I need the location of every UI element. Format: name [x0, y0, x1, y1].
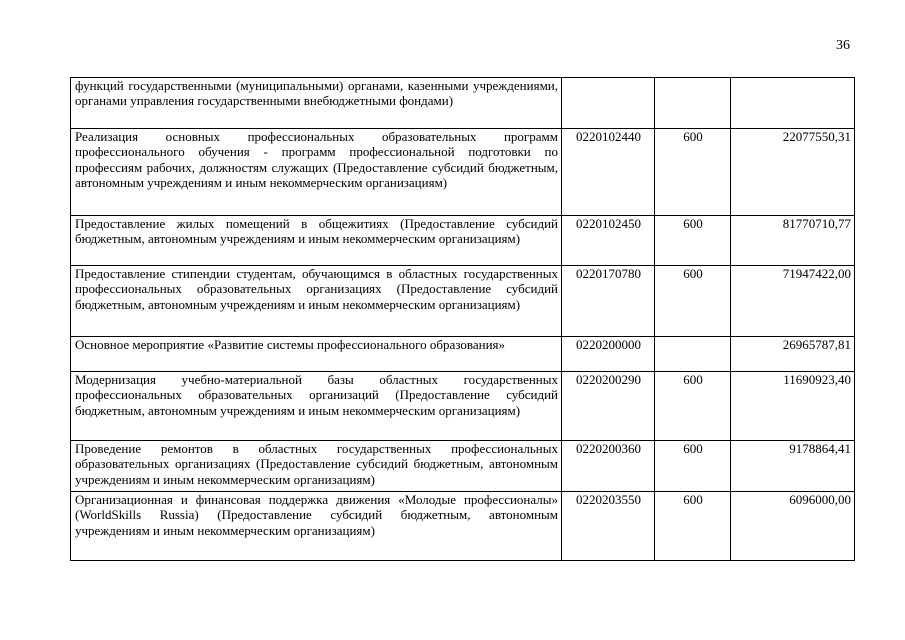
row-amount: 6096000,00 [731, 492, 855, 561]
row-description: Предоставление жилых помещений в общежитиях (Предоставление субсидий бюджетным, автономным учреждениям и иным некоммерческим организациям) [71, 216, 562, 266]
table-row [71, 441, 855, 492]
budget-table [70, 77, 855, 561]
row-expense-type: 600 [655, 372, 731, 441]
row-expense-type: 600 [655, 266, 731, 337]
row-amount: 81770710,77 [731, 216, 855, 266]
row-description: Организационная и финансовая поддержка движения «Молодые профессионалы» (WorldSkills Russia) (Предоставление субсидий бюджетным, автономным учреждениям и иным некоммерческим организациям) [71, 492, 562, 561]
row-description: Проведение ремонтов в областных государственных профессиональных образовательных организациях (Предоставление субсидий бюджетным, автономным учреждениям и иным некоммерческим организациям) [71, 441, 562, 492]
table-row [71, 129, 855, 216]
table-row [71, 337, 855, 372]
row-amount: 9178864,41 [731, 441, 855, 492]
row-expense-type: 600 [655, 216, 731, 266]
table-row [71, 492, 855, 561]
row-target-code: 0220200000 [562, 337, 655, 372]
row-target-code: 0220200290 [562, 372, 655, 441]
table-row [71, 266, 855, 337]
row-amount: 71947422,00 [731, 266, 855, 337]
row-amount [731, 78, 855, 129]
row-target-code: 0220203550 [562, 492, 655, 561]
row-amount: 26965787,81 [731, 337, 855, 372]
row-description: Основное мероприятие «Развитие системы профессионального образования» [71, 337, 562, 372]
row-amount: 11690923,40 [731, 372, 855, 441]
row-expense-type: 600 [655, 129, 731, 216]
row-description: Предоставление стипендии студентам, обучающимся в областных государственных профессиональных образовательных организациях (Предоставление субсидий бюджетным, автономным учреждениям и иным некоммерческим организациям) [71, 266, 562, 337]
row-expense-type: 600 [655, 441, 731, 492]
row-target-code: 0220102440 [562, 129, 655, 216]
table-row [71, 216, 855, 266]
table-row [71, 78, 855, 129]
row-description: функций государственными (муниципальными) органами, казенными учреждениями, органами управления государственными внебюджетными фондами) [71, 78, 562, 129]
row-expense-type [655, 78, 731, 129]
row-expense-type [655, 337, 731, 372]
row-amount: 22077550,31 [731, 129, 855, 216]
row-target-code: 0220170780 [562, 266, 655, 337]
row-expense-type: 600 [655, 492, 731, 561]
row-target-code: 0220102450 [562, 216, 655, 266]
table-row [71, 372, 855, 441]
row-target-code [562, 78, 655, 129]
page-number: 36 [836, 38, 850, 53]
row-target-code: 0220200360 [562, 441, 655, 492]
row-description: Модернизация учебно-материальной базы областных государственных профессиональных образовательных организаций (Предоставление субсидий бюджетным, автономным учреждениям и иным некоммерческим организациям) [71, 372, 562, 441]
row-description: Реализация основных профессиональных образовательных программ профессионального обучения - программ профессиональной подготовки по профессиям рабочих, должностям служащих (Предоставление субсидий бюджетным, автономным учреждениям и иным некоммерческим организациям) [71, 129, 562, 216]
